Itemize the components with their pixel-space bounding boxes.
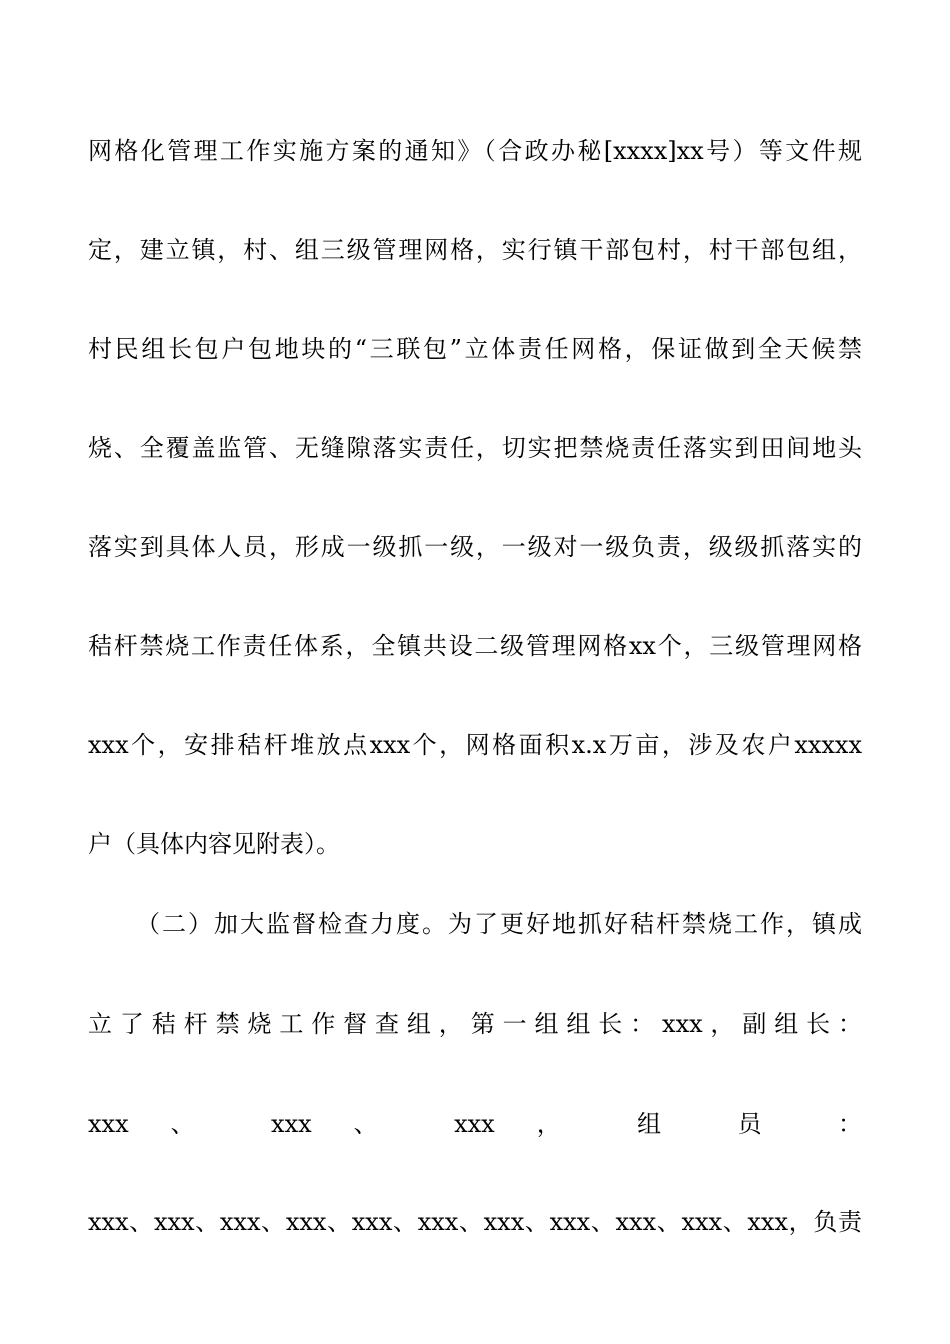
text-line-6: 秸杆禁烧工作责任体系，全镇共设二级管理网格xx个，三级管理网格	[88, 632, 862, 660]
text-line-9: （二）加大监督检查力度。为了更好地抓好秸杆禁烧工作，镇成	[136, 910, 862, 938]
text-line-3: 村民组长包户包地块的“三联包”立体责任网格，保证做到全天候禁	[88, 335, 862, 363]
text-line-11: xxx 、 xxx 、 xxx ， 组 员 ：	[88, 1110, 862, 1138]
text-line-10: 立 了 秸 杆 禁 烧 工 作 督 查 组 ， 第 一 组 组 长 ： xxx ， 副 组 长 ：	[88, 1010, 862, 1038]
text-line-4: 烧、全覆盖监管、无缝隙落实责任，切实把禁烧责任落实到田间地头	[88, 434, 862, 462]
text-line-5: 落实到具体人员，形成一级抓一级，一级对一级负责，级级抓落实的	[88, 533, 862, 561]
text-line-1: 网格化管理工作实施方案的通知》（合政办秘[xxxx]xx号）等文件规	[88, 137, 862, 165]
text-line-12: xxx、xxx、xxx、xxx、xxx、xxx、xxx、xxx、xxx、xxx、xxx，负责	[88, 1208, 862, 1236]
text-line-7: xxx个，安排秸杆堆放点xxx个，网格面积x.x万亩，涉及农户xxxxx	[88, 731, 862, 759]
text-line-2: 定，建立镇，村、组三级管理网格，实行镇干部包村，村干部包组，	[88, 236, 862, 264]
text-line-8: 户（具体内容见附表）。	[88, 830, 340, 858]
